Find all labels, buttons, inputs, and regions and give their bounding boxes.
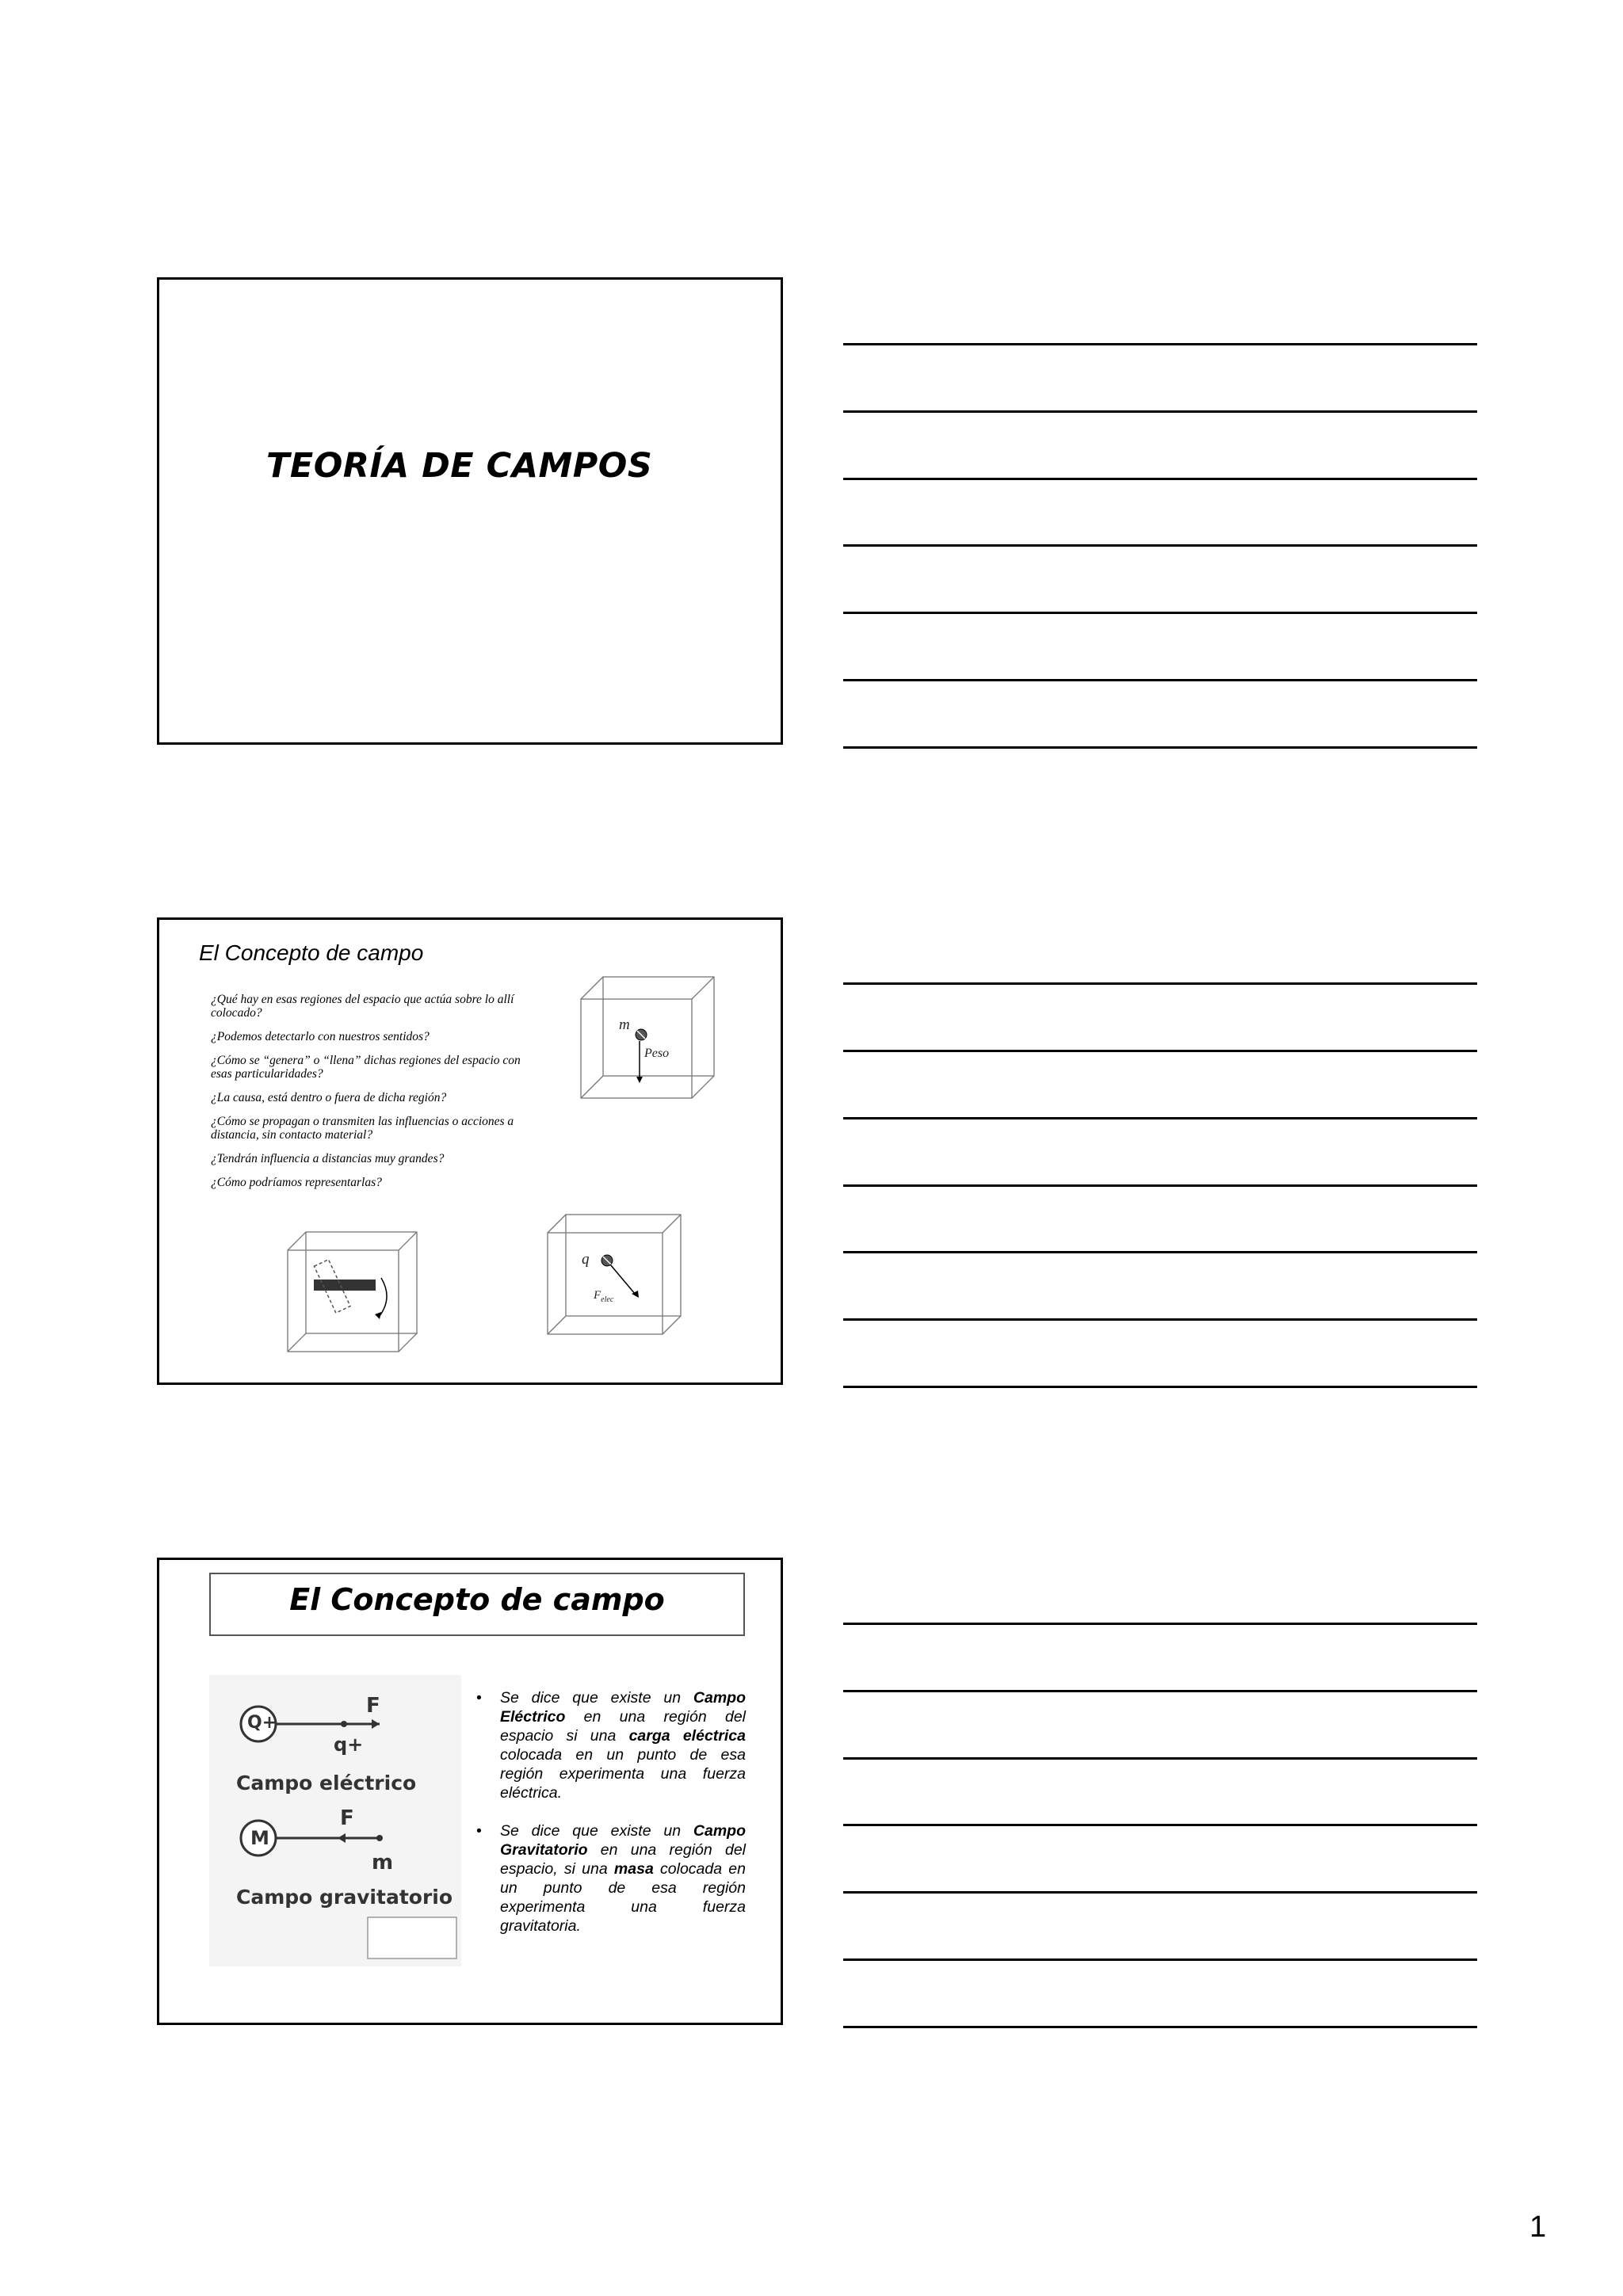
force-subscript: elec <box>601 1295 614 1304</box>
bullet-marker: • <box>476 1822 482 1840</box>
note-line <box>843 1690 1477 1692</box>
electric-field-caption: Campo eléctrico <box>236 1772 417 1794</box>
question-item: ¿Cómo podríamos representarlas? <box>211 1176 382 1189</box>
definition-text: colocada en un punto de esa región experimenta una fuerza gravitatoria. <box>500 1860 746 1935</box>
note-line <box>843 1251 1477 1253</box>
note-line <box>843 1757 1477 1760</box>
definition-term: carga eléctrica <box>628 1727 746 1745</box>
note-line <box>843 1958 1477 1961</box>
gravity-field-caption: Campo gravitatorio <box>236 1886 453 1909</box>
definition-text: colocada en un punto de esa región experimenta una fuerza eléctrica. <box>500 1746 746 1802</box>
note-line <box>843 679 1477 681</box>
gravity-field-definition <box>476 1821 746 1936</box>
charge-label: q <box>582 1251 590 1268</box>
magnet-box-diagram <box>286 1230 421 1357</box>
electric-force-label: F <box>366 1694 380 1718</box>
note-line <box>843 1050 1477 1052</box>
page-number: 1 <box>1529 2210 1547 2244</box>
definition-term: Campo Gravitatorio <box>500 1822 746 1859</box>
mass-box-diagram <box>579 975 722 1110</box>
weight-label: Peso <box>644 1047 670 1060</box>
question-item: ¿Qué hay en esas regiones del espacio que actúa sobre lo allí colocado? <box>211 993 514 1020</box>
slide-2 <box>157 917 783 1385</box>
question-item: ¿Podemos detectarlo con nuestros sentidos? <box>211 1030 430 1043</box>
source-mass-label: M <box>250 1827 269 1849</box>
definition-text: en una región del espacio si una <box>500 1708 746 1745</box>
question-item: ¿La causa, está dentro o fuera de dicha región? <box>211 1091 447 1104</box>
gravity-force-label: F <box>340 1806 354 1830</box>
electric-field-definition <box>476 1688 746 1802</box>
mass-label: m <box>619 1016 630 1033</box>
field-figure <box>209 1675 461 1966</box>
note-line <box>843 1623 1477 1625</box>
test-mass-label: m <box>372 1851 394 1875</box>
definition-term: masa <box>613 1860 654 1878</box>
note-line <box>843 544 1477 547</box>
electric-force-label <box>594 1289 613 1304</box>
note-line <box>843 1824 1477 1826</box>
note-line <box>843 478 1477 480</box>
slide-1-title: TEORÍA DE CAMPOS <box>266 446 653 486</box>
slide-3 <box>157 1558 783 2025</box>
note-line <box>843 612 1477 614</box>
definition-list <box>476 1688 746 1955</box>
note-line <box>843 746 1477 749</box>
source-charge-label: Q+ <box>247 1713 277 1733</box>
slide-2-title: El Concepto de campo <box>199 940 424 965</box>
note-line <box>843 343 1477 345</box>
definition-term: Campo Eléctrico <box>500 1689 746 1726</box>
slide-1 <box>157 277 783 745</box>
note-line <box>843 1891 1477 1894</box>
note-line <box>843 1184 1477 1187</box>
slide-3-title: El Concepto de campo <box>289 1582 665 1617</box>
definition-text: en una región del espacio, si una <box>500 1841 746 1878</box>
bullet-marker: • <box>476 1689 482 1707</box>
note-line <box>843 1117 1477 1119</box>
question-list <box>211 993 528 1199</box>
note-line <box>843 2026 1477 2028</box>
definition-text: Se dice que existe un <box>500 1822 693 1840</box>
note-line <box>843 410 1477 413</box>
note-line <box>843 982 1477 985</box>
slide-3-title-box <box>209 1573 745 1636</box>
test-charge-label: q+ <box>334 1733 364 1756</box>
charge-box-diagram <box>546 1213 689 1340</box>
definition-text: Se dice que existe un <box>500 1689 693 1707</box>
question-item: ¿Tendrán influencia a distancias muy grandes? <box>211 1152 445 1165</box>
force-symbol: F <box>594 1289 601 1302</box>
question-item: ¿Cómo se propagan o transmiten las influencias o acciones a distancia, sin contacto material? <box>211 1115 514 1142</box>
note-line <box>843 1318 1477 1321</box>
note-line <box>843 1386 1477 1388</box>
question-item: ¿Cómo se “genera” o “llena” dichas regiones del espacio con esas particularidades? <box>211 1054 521 1081</box>
